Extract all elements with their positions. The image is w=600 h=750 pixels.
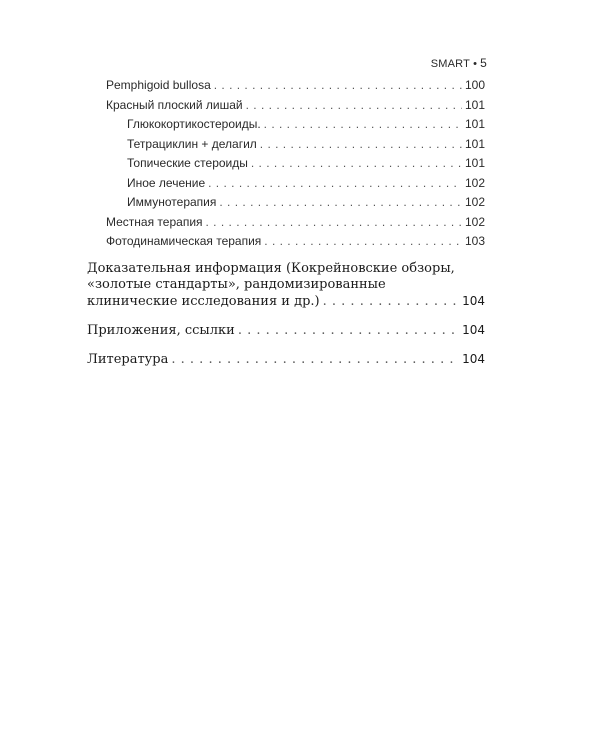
toc-entry-page: 102 (464, 195, 485, 209)
dot-leader (264, 115, 462, 135)
dot-leader (171, 352, 459, 368)
toc-entry-page: 104 (462, 322, 485, 337)
toc-entry-label-line-1: Доказательная информация (Кокрейновские обзоры, (87, 260, 455, 276)
toc-entry-page: 103 (464, 234, 485, 248)
dot-leader (251, 154, 462, 174)
running-header (431, 56, 487, 70)
toc-entry-local-therapy[interactable] (87, 213, 485, 233)
toc-entry-label: Красный плоский лишай (106, 97, 243, 112)
dot-leader (219, 193, 462, 213)
toc-entry-pemphigoid[interactable] (87, 76, 485, 96)
toc-entry-evidence-last-line (87, 293, 485, 310)
toc-entry-photodynamic[interactable] (87, 232, 485, 252)
toc-entry-tetracycline[interactable] (87, 135, 485, 155)
toc-entry-page: 101 (464, 136, 485, 151)
dot-leader (260, 135, 462, 155)
toc-entry-page: 101 (464, 117, 485, 131)
dot-leader (264, 232, 462, 252)
toc-entry-page: 101 (464, 97, 485, 112)
header-separator: • (473, 58, 478, 70)
dot-leader (208, 174, 462, 194)
dot-leader (238, 323, 459, 339)
toc-entry-label: Топические стероиды (127, 156, 248, 170)
toc-entry-page: 101 (464, 156, 485, 170)
toc-entry-label: Глюкокортикостероиды. (127, 117, 261, 131)
toc-entry-label: Фотодинамическая терапия (106, 234, 262, 248)
toc-entry-label-line-3: клинические исследования и др.) (87, 293, 320, 309)
dot-leader (323, 294, 459, 310)
table-of-contents (87, 76, 485, 368)
toc-entry-appendices[interactable] (87, 322, 485, 339)
dot-leader (214, 76, 462, 96)
toc-entry-page: 102 (464, 214, 485, 229)
dot-leader (246, 96, 462, 116)
toc-entry-label: Иммунотерапия (127, 195, 217, 209)
toc-entry-page: 102 (464, 175, 485, 190)
toc-entry-page: 104 (462, 293, 485, 308)
toc-entry-literature[interactable] (87, 351, 485, 368)
toc-entry-page: 104 (462, 351, 485, 366)
toc-entry-topical-steroids[interactable] (87, 154, 485, 174)
running-title: SMART (430, 58, 471, 70)
toc-entry-other-treatment[interactable] (87, 174, 485, 194)
toc-entry-glucocorticoids[interactable] (87, 115, 485, 135)
toc-entry-page: 100 (464, 78, 485, 92)
toc-entry-evidence[interactable] (87, 261, 485, 310)
toc-entry-label-line-2: «золотые стандарты», рандомизированные (87, 276, 386, 292)
toc-entry-label: Тетрациклин + делагил (127, 136, 257, 151)
toc-entry-lichen[interactable] (87, 96, 485, 116)
toc-entry-label: Pemphigoid bullosa (106, 78, 211, 92)
dot-leader (206, 213, 462, 233)
toc-entry-label: Литература (87, 351, 169, 367)
toc-entry-label: Приложения, ссылки (87, 322, 235, 338)
page-number: 5 (480, 56, 487, 70)
toc-entry-label: Местная терапия (106, 214, 203, 229)
toc-entry-immunotherapy[interactable] (87, 193, 485, 213)
toc-entry-label: Иное лечение (127, 175, 206, 190)
